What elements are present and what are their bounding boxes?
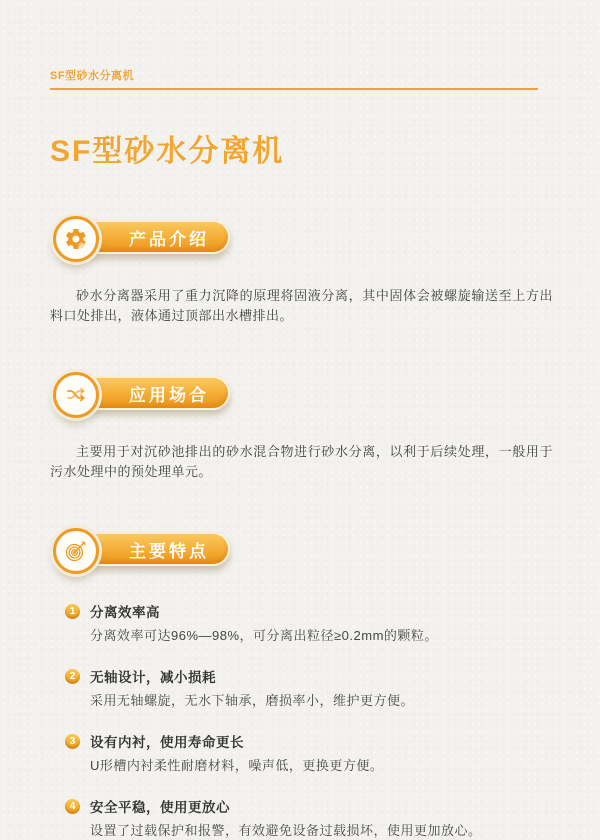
section-badge-pill (78, 532, 230, 566)
section-badge-label: 主要特点 (129, 541, 209, 561)
feature-description: 采用无轴螺旋，无水下轴承，磨损率小，维护更方便。 (90, 693, 415, 708)
feature-title: 安全平稳，使用更放心 (90, 800, 230, 815)
number-badge: 3 (65, 734, 80, 749)
target-arrow-icon (53, 528, 99, 574)
header-divider (50, 88, 538, 90)
intro-paragraph: 砂水分离器采用了重力沉降的原理将固液分离，其中固体会被螺旋输送至上方出料口处排出，液体通过顶部出水槽排出。 (50, 288, 553, 323)
feature-description: 分离效率可达96%—98%，可分离出粒径≥0.2mm的颗粒。 (90, 628, 438, 643)
section-badge-pill (78, 376, 230, 410)
doc-header (50, 0, 553, 90)
feature-description: U形槽内衬柔性耐磨材料，噪声低，更换更方便。 (90, 758, 384, 773)
feature-title: 分离效率高 (90, 605, 160, 620)
section-badge-intro (50, 216, 553, 266)
feature-description: 设置了过载保护和报警，有效避免设备过载损坏，使用更加放心。 (90, 823, 482, 838)
list-item (65, 601, 553, 645)
list-item (65, 796, 553, 840)
section-badge-applications (50, 372, 553, 422)
list-item (65, 731, 553, 775)
number-badge: 4 (65, 799, 80, 814)
applications-paragraph: 主要用于对沉砂池排出的砂水混合物进行砂水分离，以利于后续处理，一般用于污水处理中的预处理单元。 (50, 444, 553, 479)
section-badge-pill (78, 220, 230, 254)
list-item (65, 666, 553, 710)
section-badge-label: 应用场合 (129, 385, 209, 405)
shuffle-arrows-icon (53, 372, 99, 418)
breadcrumb-label: SF型砂水分离机 (50, 70, 135, 82)
page-title: SF型砂水分离机 (50, 135, 285, 168)
feature-list (50, 601, 553, 840)
section-badge-label: 产品介绍 (129, 229, 209, 249)
section-badge-features (50, 528, 553, 578)
feature-title: 设有内衬，使用寿命更长 (90, 735, 244, 750)
gear-icon (53, 216, 99, 262)
number-badge: 2 (65, 669, 80, 684)
number-badge: 1 (65, 604, 80, 619)
feature-title: 无轴设计，减小损耗 (90, 670, 216, 685)
